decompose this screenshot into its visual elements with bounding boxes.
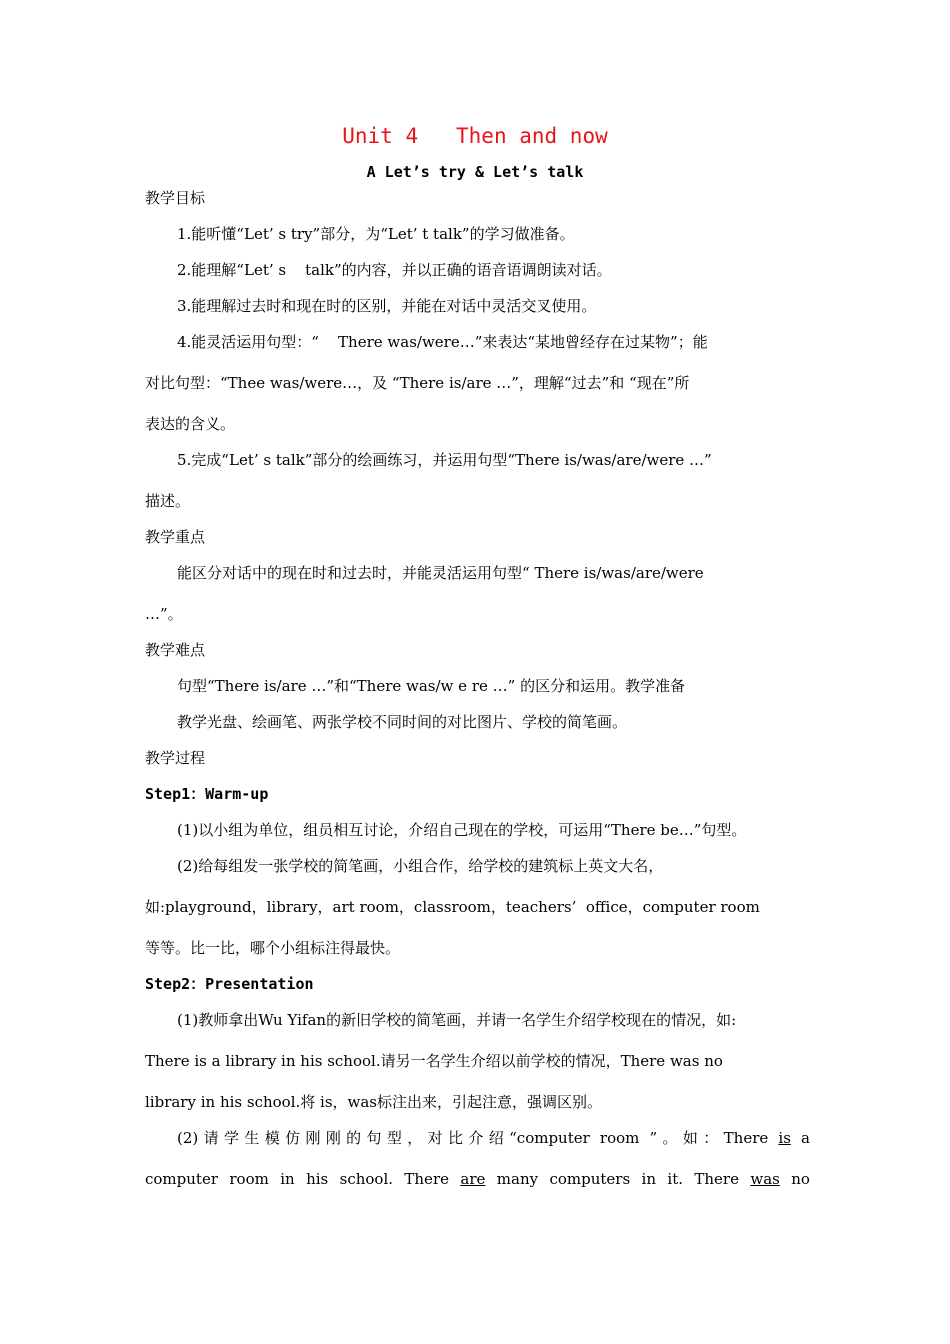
key-points-line-1: 能区分对话中的现在时和过去时，并能灵活运用句型“ There is/was/are/were: [177, 564, 704, 582]
step1-paragraph-2-line-2: 如:playground，library，art room，classroom，teachers’ office，computer room: [145, 898, 760, 916]
step1-title: Step1：Warm-up: [145, 785, 269, 803]
key-points-line-2: …”。: [145, 605, 183, 623]
text-run: many computers in it. There: [496, 1170, 739, 1188]
heading-process: 教学过程: [145, 749, 206, 767]
document-subtitle: A Let’s try & Let’s talk: [366, 163, 584, 181]
step2-paragraph-1-line-3: library in his school.将 is，was标注出来，引起注意，强调区别。: [145, 1093, 603, 1111]
goal-5-line-2: 描述。: [145, 492, 191, 510]
underlined-word-was: was: [750, 1170, 780, 1188]
difficulties-line-2: 教学光盘、绘画笔、两张学校不同时间的对比图片、学校的简笔画。: [177, 713, 628, 731]
step2-paragraph-2-line-2: [145, 1169, 810, 1189]
difficulties-line-1: 句型“There is/are …”和“There was/w e re …” 的区分和运用。教学准备: [177, 677, 686, 695]
text-run: (2)请学生模仿刚刚的句型，对比介绍“computer room ”。如：There: [177, 1129, 769, 1147]
heading-difficulties: 教学难点: [145, 641, 206, 659]
goal-5-line-1: 5.完成“Let’ s talk”部分的绘画练习，并运用句型“There is/was/are/were …”: [177, 451, 712, 469]
step2-paragraph-1-line-1: (1)教师拿出Wu Yifan的新旧学校的简笔画，并请一名学生介绍学校现在的情况，如:: [177, 1011, 737, 1029]
text-run: a: [801, 1129, 810, 1147]
goal-3: 3.能理解过去时和现在时的区别，并能在对话中灵活交叉使用。: [177, 297, 597, 315]
goal-4-line-1: 4.能灵活运用句型：“ There was/were…”来表达“某地曾经存在过某物”；能: [177, 333, 708, 351]
underlined-word-is: is: [778, 1129, 791, 1147]
goal-2: 2.能理解“Let’ s talk”的内容，并以正确的语音语调朗读对话。: [177, 261, 612, 279]
text-run: computer room in his school. There: [145, 1170, 449, 1188]
step1-paragraph-1: (1)以小组为单位，组员相互讨论，介绍自己现在的学校，可运用“There be…”句型。: [177, 821, 747, 839]
step2-paragraph-1-line-2: There is a library in his school.请另一名学生介绍以前学校的情况，There was no: [145, 1052, 723, 1070]
goal-4-line-3: 表达的含义。: [145, 415, 236, 433]
goal-1: 1.能听懂“Let’ s try”部分，为“Let’ t talk”的学习做准备。: [177, 225, 575, 243]
heading-goals: 教学目标: [145, 189, 206, 207]
step2-paragraph-2-line-1: [177, 1128, 810, 1148]
heading-key-points: 教学重点: [145, 528, 206, 546]
text-run: no: [791, 1170, 810, 1188]
step1-paragraph-2-line-1: (2)给每组发一张学校的简笔画，小组合作，给学校的建筑标上英文大名，: [177, 857, 664, 875]
underlined-word-are: are: [460, 1170, 486, 1188]
step1-paragraph-2-line-3: 等等。比一比，哪个小组标注得最快。: [145, 939, 401, 957]
step2-title: Step2：Presentation: [145, 975, 314, 993]
goal-4-line-2: 对比句型：“Thee was/were…，及 “There is/are …”，理解“过去”和 “现在”所: [145, 374, 690, 392]
document-title: Unit 4 Then and now: [342, 124, 608, 148]
